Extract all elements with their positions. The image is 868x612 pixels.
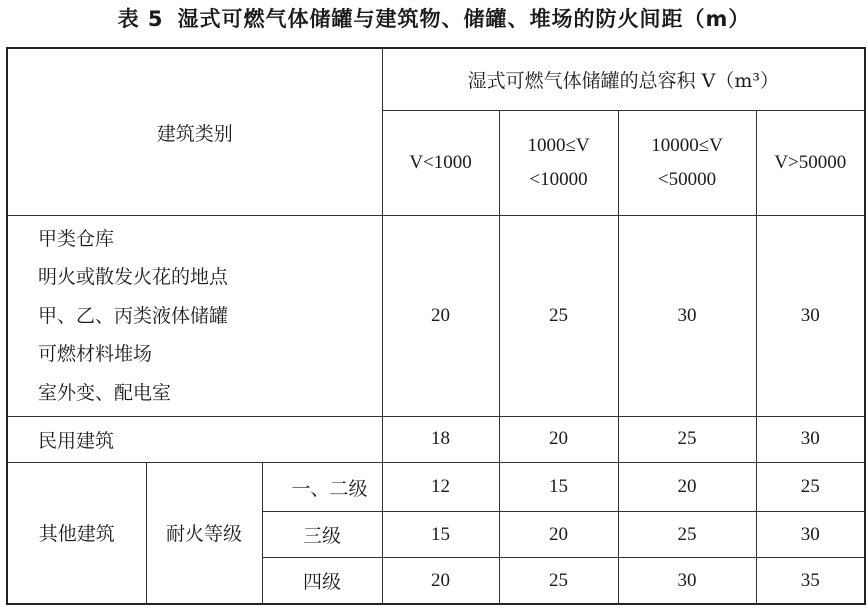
header-range-1 [382,110,499,215]
other-label: 其他建筑 [7,462,146,604]
table-row [7,216,865,417]
range-2-line-1: 1000≤V [527,134,590,156]
table-row [7,416,865,462]
group-a-value: 25 [499,216,618,417]
group-a-value: 30 [618,216,756,417]
group-a-value: 30 [756,216,865,417]
group-a-label: 可燃材料堆场 [38,343,153,366]
grade-value: 25 [499,558,618,604]
group-a-value: 20 [382,216,499,417]
grade-label: 三级 [262,512,382,558]
range-1-line-1: V<1000 [409,151,472,173]
range-2-line-2: <10000 [529,168,588,190]
table-row [7,462,865,511]
header-range-3 [618,110,756,215]
grade-value: 25 [618,512,756,558]
grade-value: 30 [756,512,865,558]
civil-value: 25 [618,416,756,462]
table-title: 湿式可燃气体储罐与建筑物、储罐、堆场的防火间距（m） [177,7,751,31]
grade-value: 30 [618,558,756,604]
grade-value: 15 [499,462,618,511]
grade-value: 12 [382,462,499,511]
fire-rating-label: 耐火等级 [146,462,262,604]
grade-value: 20 [382,558,499,604]
header-range-4 [756,110,865,215]
civil-label: 民用建筑 [7,416,382,462]
group-a-label: 室外变、配电室 [38,381,172,404]
civil-value: 18 [382,416,499,462]
group-a-label: 甲类仓库 [38,227,115,250]
range-3-line-1: 10000≤V [651,134,723,156]
header-volume-group: 湿式可燃气体储罐的总容积 V（m³） [382,48,865,110]
group-a-label: 甲、乙、丙类液体储罐 [38,304,229,327]
grade-value: 25 [756,462,865,511]
civil-value: 20 [499,416,618,462]
grade-value: 20 [499,512,618,558]
header-category: 建筑类别 [7,48,382,216]
grade-label: 四级 [262,558,382,604]
group-a-labels [7,216,382,417]
grade-value: 35 [756,558,865,604]
grade-value: 15 [382,512,499,558]
grade-label: 一、二级 [262,462,382,511]
fire-distance-table [6,47,866,605]
civil-value: 30 [756,416,865,462]
range-4-line-1: V>50000 [774,151,847,173]
range-3-line-2: <50000 [657,168,717,190]
table-caption [0,4,868,34]
table-number: 表 5 [117,7,164,31]
group-a-label: 明火或散发火花的地点 [38,266,229,289]
header-range-2 [499,110,618,215]
grade-value: 20 [618,462,756,511]
